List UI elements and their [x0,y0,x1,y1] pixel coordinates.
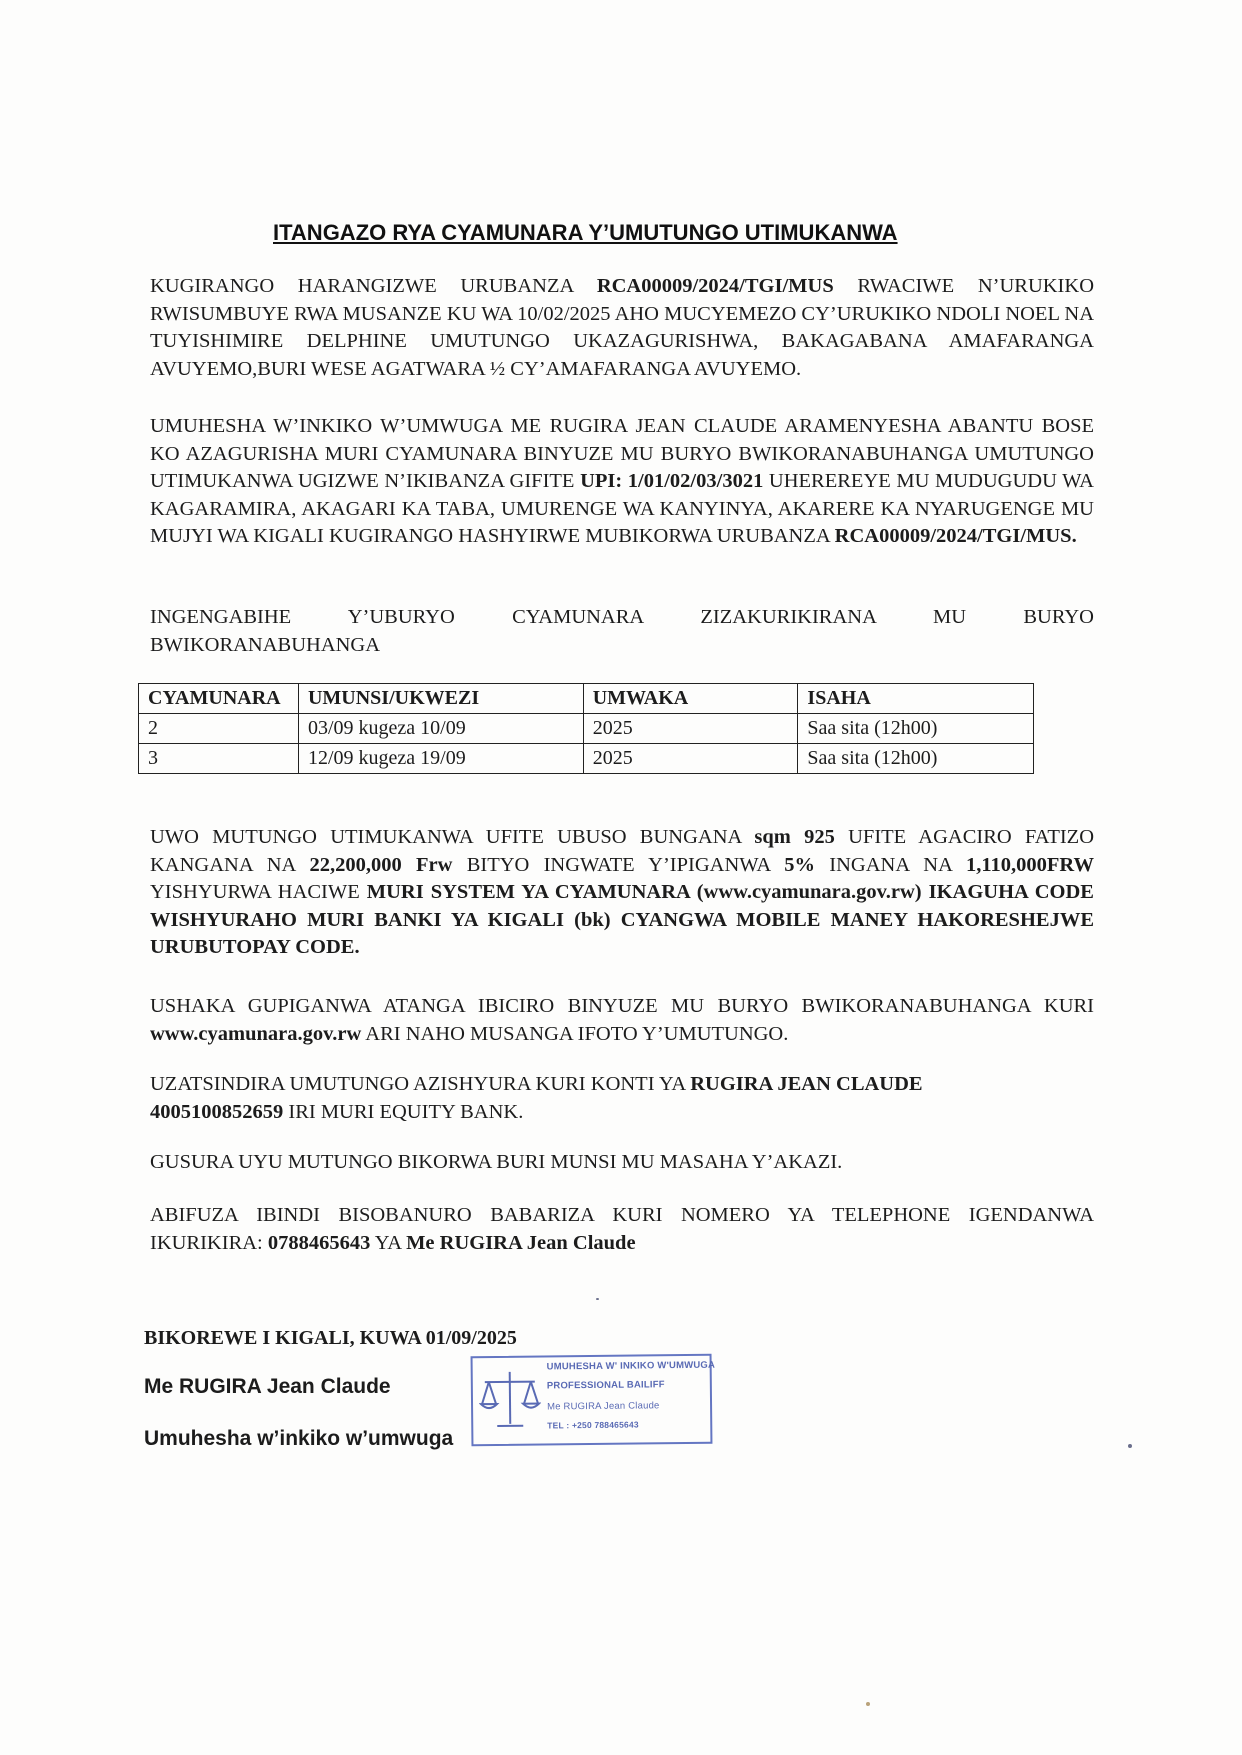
contact-name: Me RUGIRA Jean Claude [406,1231,636,1254]
signatory-name: Me RUGIRA Jean Claude [144,1375,391,1398]
base-value: 22,200,000 Frw [309,853,453,876]
case-number: RCA00009/2024/TGI/MUS. [834,525,1077,547]
table-cell: 2025 [583,714,798,744]
scan-speck [596,1298,599,1300]
table-cell: Saa sita (12h00) [798,714,1034,744]
deposit-amount: 1,110,000FRW [966,853,1094,876]
stamp-line: UMUHESHA W' INKIKO W'UMWUGA [546,1359,716,1373]
table-cell: 3 [139,744,299,774]
scan-speck [866,1702,870,1706]
text: IRI MURI EQUITY BANK. [283,1100,524,1123]
website: www.cyamunara.gov.rw [150,1022,362,1045]
document-title: ITANGAZO RYA CYAMUNARA Y’UMUTUNGO UTIMUKANWA [273,220,898,245]
text: UHEREREYE MU MUDUGUDU WA KAGARAMIRA, AKAGARI KA TABA, UMURENGE WA KANYINYA, AKARERE KA NYARUGENGE MU MUJYI WA KIGALI KUGIRANGO HASHYIRWE MUBIKORWA URUBANZA [150,470,1094,547]
signatory-role: Umuhesha w’inkiko w’umwuga [144,1427,454,1450]
scan-speck [1128,1444,1132,1448]
official-stamp [471,1354,716,1447]
text: KUGIRANGO HARANGIZWE URUBANZA [150,275,597,297]
phone-number: 0788465643 [267,1231,371,1254]
upi-number: UPI: 1/01/02/03/3021 [580,470,764,492]
stamp-line: Me RUGIRA Jean Claude [547,1400,660,1413]
table-header-row [139,684,1034,714]
text: YISHYURWA HACIWE [150,881,367,903]
paragraph-case-ruling [150,273,1094,383]
header-cell: UMWAKA [583,684,798,714]
stamp-line: PROFESSIONAL BAILIFF [546,1379,665,1392]
text: RWACIWE N’URUKIKO RWISUMBUYE RWA MUSANZE KU WA 10/02/2025 AHO MUCYEMEZO CY’URUKIKO NDOLI NOEL NA TUYISHIMIRE DELPHINE UMUTUNGO UKAZAGURISHWA, BAKAGABANA AMAFARANGA AVUYEMO,BURI WESE AGATWARA ½ CY’AMAFARANGA AVUYEMO. [150,275,1094,380]
area: sqm 925 [754,826,835,848]
payment-instructions: MURI SYSTEM YA CYAMUNARA (www.cyamunara.gov.rw) IKAGUHA CODE WISHYURAHO MURI BANKI YA KIGALI (bk) CYANGWA MOBILE MANEY HAKORESHEJWE URUBUTOPAY CODE. [150,881,1094,958]
paragraph-auction-announcement [150,413,1094,551]
account-number: 4005100852659 [150,1100,284,1123]
auction-schedule-table [138,683,1034,774]
text: INGENGABIHE Y’UBURYO CYAMUNARA ZIZAKURIKIRANA MU BURYO [150,606,1094,628]
paragraph-bidding [150,993,1094,1048]
header-cell: ISAHA [798,684,1034,714]
table-cell: 2025 [583,744,798,774]
header-cell: CYAMUNARA [139,684,299,714]
text: UFITE AGACIRO FATIZO KANGANA NA [150,826,1094,876]
table-row [139,744,1034,774]
deposit-percent: 5% [784,853,816,876]
paragraph-schedule-intro [150,604,1094,659]
text: BITYO INGWATE Y’IPIGANWA [452,853,785,876]
case-number: RCA00009/2024/TGI/MUS [596,275,834,297]
text: INGANA NA [815,853,967,876]
header-cell: UMUNSI/UKWEZI [298,684,583,714]
text: YA [370,1231,407,1254]
text: USHAKA GUPIGANWA ATANGA IBICIRO BINYUZE MU BURYO BWIKORANABUHANGA KURI [150,995,1094,1017]
place-date: BIKOREWE I KIGALI, KUWA 01/09/2025 [144,1327,517,1349]
text: ABIFUZA IBINDI BISOBANURO BABARIZA KURI NOMERO YA TELEPHONE IGENDANWA IKURIKIRA: [150,1204,1094,1254]
table-cell: 2 [139,714,299,744]
table-row [139,714,1034,744]
table-cell: 12/09 kugeza 19/09 [298,744,583,774]
text: UWO MUTUNGO UTIMUKANWA UFITE UBUSO BUNGANA [150,826,755,848]
text: UMUHESHA W’INKIKO W’UMWUGA ME RUGIRA JEAN CLAUDE ARAMENYESHA ABANTU BOSE KO AZAGURISHA MURI CYAMUNARA BINYUZE MU BURYO BWIKORANABUHANGA UMUTUNGO UTIMUKANWA UGIZWE N’IKIBANZA GIFITE [150,415,1094,492]
text: UZATSINDIRA UMUTUNGO AZISHYURA KURI KONTI YA [150,1073,691,1095]
account-holder: RUGIRA JEAN CLAUDE [690,1073,923,1095]
scales-of-justice-icon [479,1368,542,1433]
paragraph-visits: GUSURA UYU MUTUNGO BIKORWA BURI MUNSI MU MASAHA Y’AKAZI. [150,1151,843,1173]
table-cell: 03/09 kugeza 10/09 [298,714,583,744]
text: ARI NAHO MUSANGA IFOTO Y’UMUTUNGO. [361,1022,789,1045]
paragraph-property-value [150,824,1094,962]
stamp-line: TEL : +250 788465643 [547,1419,639,1431]
text: BWIKORANABUHANGA [150,633,381,656]
paragraph-payment-account [150,1071,1094,1126]
table-cell: Saa sita (12h00) [798,744,1034,774]
paragraph-contact [150,1202,1094,1257]
